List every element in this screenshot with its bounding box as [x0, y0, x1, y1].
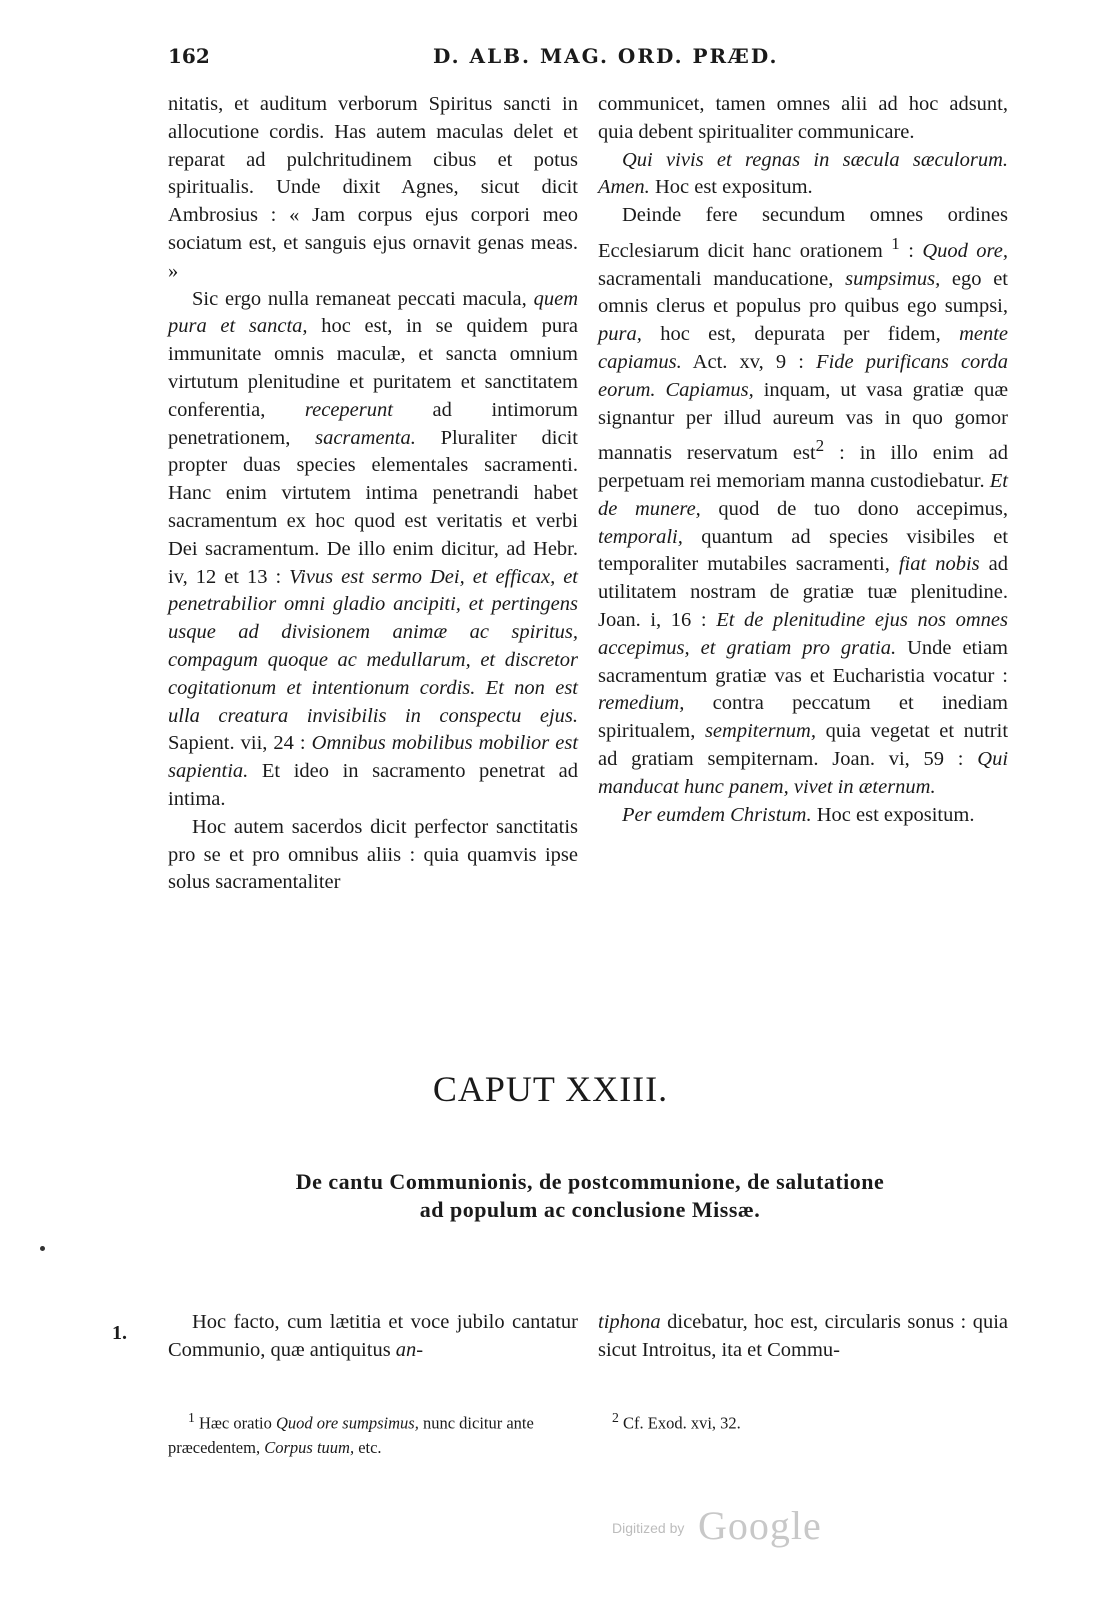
quoted-phrase: an-	[395, 1338, 424, 1361]
scripture-quote: Et de plenitudine ejus nos omnes accepimus, et gratiam pro gratia.	[598, 609, 1009, 659]
paragraph	[598, 802, 1008, 830]
text-run: Pluraliter dicit propter duas species elementales sacramenti. Hanc enim virtutem intima penetrandi habet sacramentum ex hoc quod est veritatis et verbi Dei sacramentum. De illo enim dicitur, ad Hebr. iv, 12 et 13 :	[168, 426, 578, 588]
paragraph	[598, 91, 1008, 147]
text-run: hoc est, in se quidem pura immunitate omnis maculæ, et sancta omnium virtutum plenitudine et puritatem et sanctitatem conferentia,	[168, 315, 579, 421]
footnote-1	[168, 1406, 568, 1460]
quoted-phrase: sempiternum,	[704, 720, 816, 743]
quoted-phrase: pura,	[598, 323, 642, 346]
chapter-title: CAPUT XXIII.	[432, 1069, 669, 1109]
footnote-mark: 1	[188, 1410, 195, 1425]
footnote-text: nunc dicitur ante præcedentem,	[168, 1413, 534, 1457]
running-title: D. ALB. MAG. ORD. PRÆD.	[433, 44, 779, 68]
chapter-subtitle	[200, 1168, 980, 1224]
scripture-quote: Omnibus mobilibus mobilior est sapientia.	[168, 732, 579, 783]
text-run: Sapient. vii, 24 :	[168, 732, 306, 755]
text-run: Unde etiam sacramentum gratiæ vas et Eucharistia vocatur :	[598, 636, 1008, 687]
paragraph	[598, 1309, 1008, 1365]
footnote-2	[612, 1406, 992, 1436]
text-run: contra peccatum et inediam spiritualem,	[598, 692, 1008, 743]
text-run: quantum ad species visibiles et temporaliter mutabiles sacramenti,	[598, 525, 1009, 576]
scripture-quote: Qui manducat hunc panem, vivet in æternum.	[598, 747, 1009, 798]
text-run: ego et omnis clerus et populus pro quibus ego sumpsi,	[598, 267, 1009, 318]
text-run: quia vegetat et nutrit ad gratiam sempiternam. Joan. vi, 59 :	[598, 720, 1009, 770]
text-run: ad intimorum penetrationem,	[168, 398, 579, 449]
footnote-ref: 2	[815, 436, 825, 456]
footnote-italic: Corpus tuum,	[264, 1437, 355, 1457]
subtitle-line: De cantu Communionis, de postcommunione, de salutatione	[295, 1169, 885, 1194]
text-run: hoc est, depurata per fidem,	[660, 323, 941, 346]
google-logo: Google	[698, 1503, 822, 1548]
paragraph	[598, 202, 1008, 801]
section-left-column	[168, 1309, 578, 1365]
text-run: dicebatur, hoc est, circularis sonus : quia sicut Introitus, ita et Commu-	[598, 1311, 1009, 1361]
quoted-phrase: Per eumdem Christum.	[622, 803, 812, 826]
paragraph-number: 1.	[112, 1322, 127, 1344]
quoted-phrase: sumpsimus,	[845, 267, 941, 290]
text-run: Hoc autem sacerdos dicit perfector sanctitatis pro se et pro omnibus aliis : quia quamvis ipse solus sacramentaliter	[168, 815, 578, 894]
text-run: :	[908, 239, 914, 262]
paragraph	[168, 91, 578, 286]
quoted-phrase: temporali,	[598, 525, 683, 548]
quoted-phrase: Et de munere,	[598, 470, 1008, 520]
footnote-italic: Quod ore sumpsimus,	[275, 1413, 419, 1433]
quoted-phrase: Capiamus,	[665, 378, 754, 401]
footnote-text: etc.	[358, 1437, 382, 1457]
quoted-phrase: tiphona	[598, 1311, 661, 1333]
left-column	[168, 91, 578, 897]
text-run: Deinde fere secundum omnes ordines Ecclesiarum dicit hanc orationem	[598, 204, 1008, 262]
text-run: communicet, tamen omnes alii ad hoc adsunt, quia debent spiritualiter communicare.	[598, 93, 1008, 143]
quoted-phrase: fiat nobis	[898, 553, 980, 576]
text-run: Act. xv, 9 :	[692, 351, 804, 373]
scripture-quote: Vivus est sermo Dei, et efficax, et penetrabilior omni gladio ancipiti, et pertingens usque ad divisionem animæ ac spiritus, compagum quoque ac medullarum, et discretor cogitationum et intentionum cordis. Et non est ulla creatura invisibilis in conspectu ejus.	[168, 565, 578, 727]
text-run: Hoc est expositum.	[654, 176, 813, 199]
paragraph	[598, 147, 1008, 203]
quoted-phrase: remedium,	[598, 692, 685, 715]
paragraph	[168, 286, 578, 814]
quoted-phrase: Quod ore,	[922, 239, 1008, 262]
paragraph	[168, 814, 578, 897]
paragraph	[168, 1309, 578, 1365]
footnote-mark: 2	[612, 1410, 619, 1425]
text-run: sacramentali manducatione,	[598, 267, 834, 290]
quoted-phrase: receperunt	[304, 398, 393, 421]
text-run: Et ideo in sacramento penetrat ad intima.	[168, 760, 578, 810]
section-right-column	[598, 1309, 1008, 1365]
footnote-text: Cf. Exod. xvi, 32.	[623, 1413, 741, 1433]
page-number: 162	[168, 44, 210, 68]
subtitle-line: ad populum ac conclusione Missæ.	[419, 1197, 761, 1222]
text-run: Sic ergo nulla remaneat peccati macula,	[192, 287, 527, 310]
quoted-phrase: quem pura et sancta,	[168, 287, 578, 338]
footnote-ref: 1	[891, 233, 900, 253]
quoted-phrase: Qui vivis et regnas in sæcula sæculorum. Amen.	[598, 148, 1008, 199]
quoted-phrase: mente capiamus.	[598, 323, 1009, 373]
text-run: ad utilitatem nostram de gratiæ tuæ plenitudine. Joan. i, 16 :	[598, 553, 1008, 631]
quoted-phrase: sacramenta.	[315, 426, 416, 449]
text-run: Hoc est expositum.	[816, 803, 975, 826]
footnote-text: Hæc oratio	[199, 1413, 272, 1433]
text-run: : in illo enim ad perpetuam rei memoriam manna custodiebatur.	[598, 442, 1009, 493]
text-run: inquam, ut vasa gratiæ quæ signantur per illud aureum vas in quo gomor mannatis reservatum est	[598, 378, 1008, 465]
text-run: Hoc facto, cum lætitia et voce jubilo cantatur Communio, quæ antiquitus	[168, 1311, 578, 1361]
text-run: quod de tuo dono accepimus,	[718, 497, 1008, 520]
running-header	[168, 44, 1018, 76]
right-column	[598, 91, 1008, 829]
scan-speck	[40, 1246, 45, 1251]
watermark-prefix: Digitized by	[612, 1520, 685, 1536]
scripture-quote: Fide purificans corda eorum.	[598, 351, 1009, 401]
text-run: nitatis, et auditum verborum Spiritus sancti in allocutione cordis. Has autem maculas delet et reparat ad pulchritudinem cibus et potus spiritualis. Unde dixit Agnes, sicut dicit Ambrosius : « Jam corpus ejus corpori meo sociatum est, et sanguis ejus ornavit genas meas. »	[168, 93, 578, 282]
